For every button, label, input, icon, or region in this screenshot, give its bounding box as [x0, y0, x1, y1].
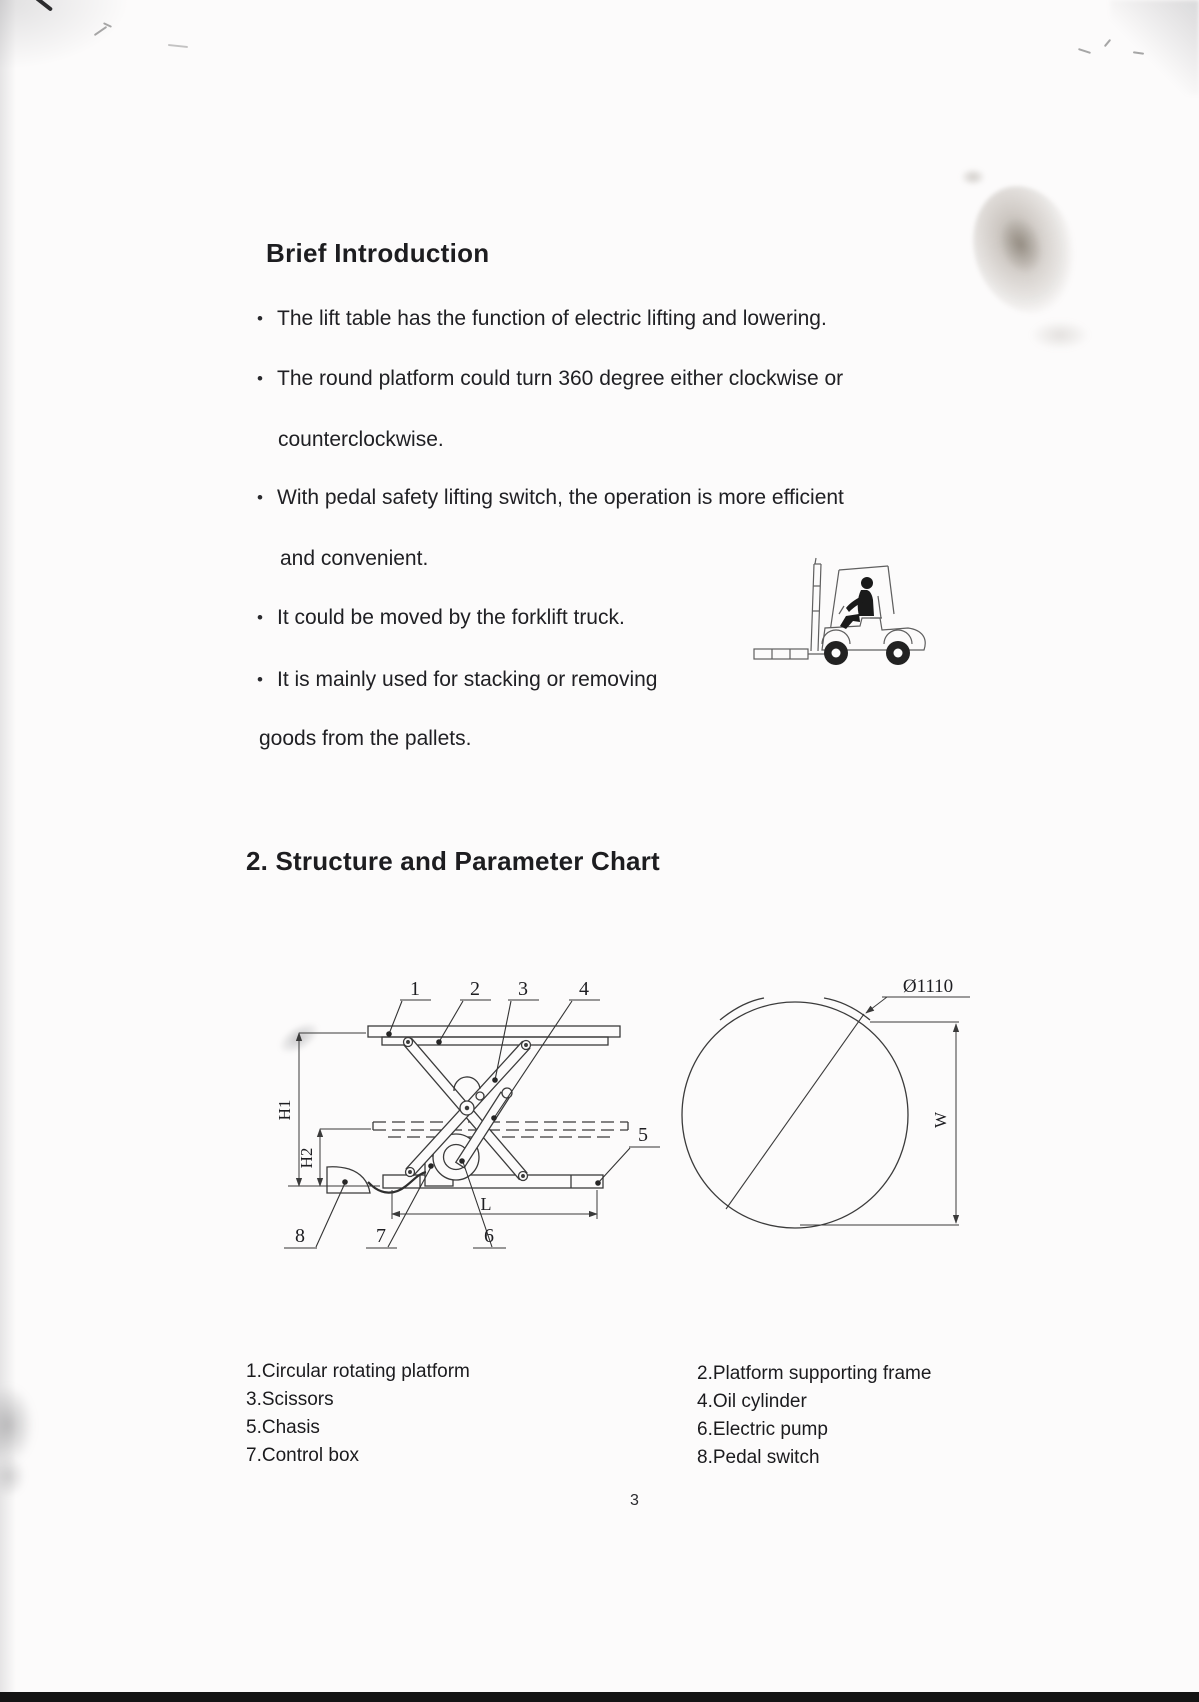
- dim-label-h1: H1: [275, 1099, 294, 1121]
- pencil-mark: [1133, 51, 1144, 55]
- bullet-line: [280, 547, 428, 571]
- bullet-dot: •: [257, 488, 263, 507]
- dim-label-diameter: Ø1110: [902, 976, 954, 997]
- scan-stain: [991, 210, 1051, 281]
- structure-diagram: [230, 950, 970, 1260]
- scan-stain: [1030, 320, 1090, 350]
- section-title-brief-introduction: Brief Introduction: [266, 238, 490, 268]
- callout-1: 1: [410, 978, 420, 1000]
- bullet-line: [257, 307, 827, 331]
- top-view-dimensions: [800, 997, 970, 1225]
- part-item: 6.Electric pump: [697, 1419, 828, 1440]
- bullet-line: [257, 486, 844, 510]
- parts-list-right: [697, 1360, 931, 1472]
- bullet-text: and convenient.: [280, 547, 429, 570]
- part-item: 5.Chasis: [246, 1417, 320, 1438]
- callout-6: 6: [484, 1225, 494, 1247]
- scan-edge-strip: [0, 1692, 1199, 1702]
- part-item: 8.Pedal switch: [697, 1447, 820, 1468]
- pencil-mark: [94, 26, 107, 36]
- bullet-line: [278, 428, 444, 452]
- section-title-structure-parameter-chart: 2. Structure and Parameter Chart: [246, 846, 660, 876]
- bullet-text: It is mainly used for stacking or removing: [277, 668, 658, 691]
- dim-label-w: W: [931, 1111, 950, 1129]
- bullet-line: [257, 367, 843, 391]
- part-item: 2.Platform supporting frame: [697, 1363, 932, 1384]
- scan-stain: [957, 173, 1092, 328]
- bullet-line: [259, 727, 471, 751]
- scan-corner-shadow: [1110, 0, 1199, 95]
- pedal-switch: [327, 1167, 370, 1193]
- bullet-text: counterclockwise.: [278, 428, 444, 451]
- callout-2: 2: [470, 978, 480, 1000]
- platform-top-view: [682, 998, 908, 1228]
- bullet-dot: •: [257, 608, 263, 627]
- callout-4: 4: [579, 978, 589, 1000]
- bullet-dot: •: [257, 670, 263, 689]
- dim-label-l: L: [480, 1194, 492, 1214]
- part-item: 1.Circular rotating platform: [246, 1361, 470, 1382]
- pencil-mark: [1078, 48, 1091, 54]
- part-item: 3.Scissors: [246, 1389, 334, 1410]
- bullet-dot: •: [257, 309, 263, 328]
- bullet-dot: •: [257, 369, 263, 388]
- bullet-text: It could be moved by the forklift truck.: [277, 606, 625, 629]
- forklift-illustration: [752, 556, 934, 668]
- bullet-text: With pedal safety lifting switch, the operation is more efficient: [277, 486, 844, 509]
- bullet-text: goods from the pallets.: [259, 727, 472, 750]
- callout-5: 5: [638, 1124, 648, 1146]
- page-number: 3: [630, 1492, 639, 1509]
- ink-mark: [35, 0, 53, 12]
- part-item: 4.Oil cylinder: [697, 1391, 807, 1412]
- scan-stain: [960, 168, 986, 186]
- callout-3: 3: [518, 978, 528, 1000]
- scan-stain: [0, 1385, 34, 1465]
- callout-8: 8: [295, 1225, 305, 1247]
- callout-7: 7: [376, 1225, 386, 1247]
- bullet-line: [257, 606, 625, 630]
- bullet-text: The round platform could turn 360 degree either clockwise or: [277, 367, 844, 390]
- scan-corner-shadow: [0, 0, 130, 70]
- bullet-line: [257, 668, 657, 692]
- part-item: 7.Control box: [246, 1445, 360, 1466]
- scan-edge-shadow: [0, 0, 16, 1702]
- scissor-lift-side-view: [327, 1026, 628, 1193]
- parts-list-left: [246, 1358, 470, 1470]
- scan-stain: [0, 1455, 26, 1497]
- bullet-text: The lift table has the function of electric lifting and lowering.: [277, 307, 827, 330]
- pencil-mark: [168, 44, 188, 48]
- dim-label-h2: H2: [297, 1147, 316, 1169]
- pencil-mark: [1104, 39, 1111, 47]
